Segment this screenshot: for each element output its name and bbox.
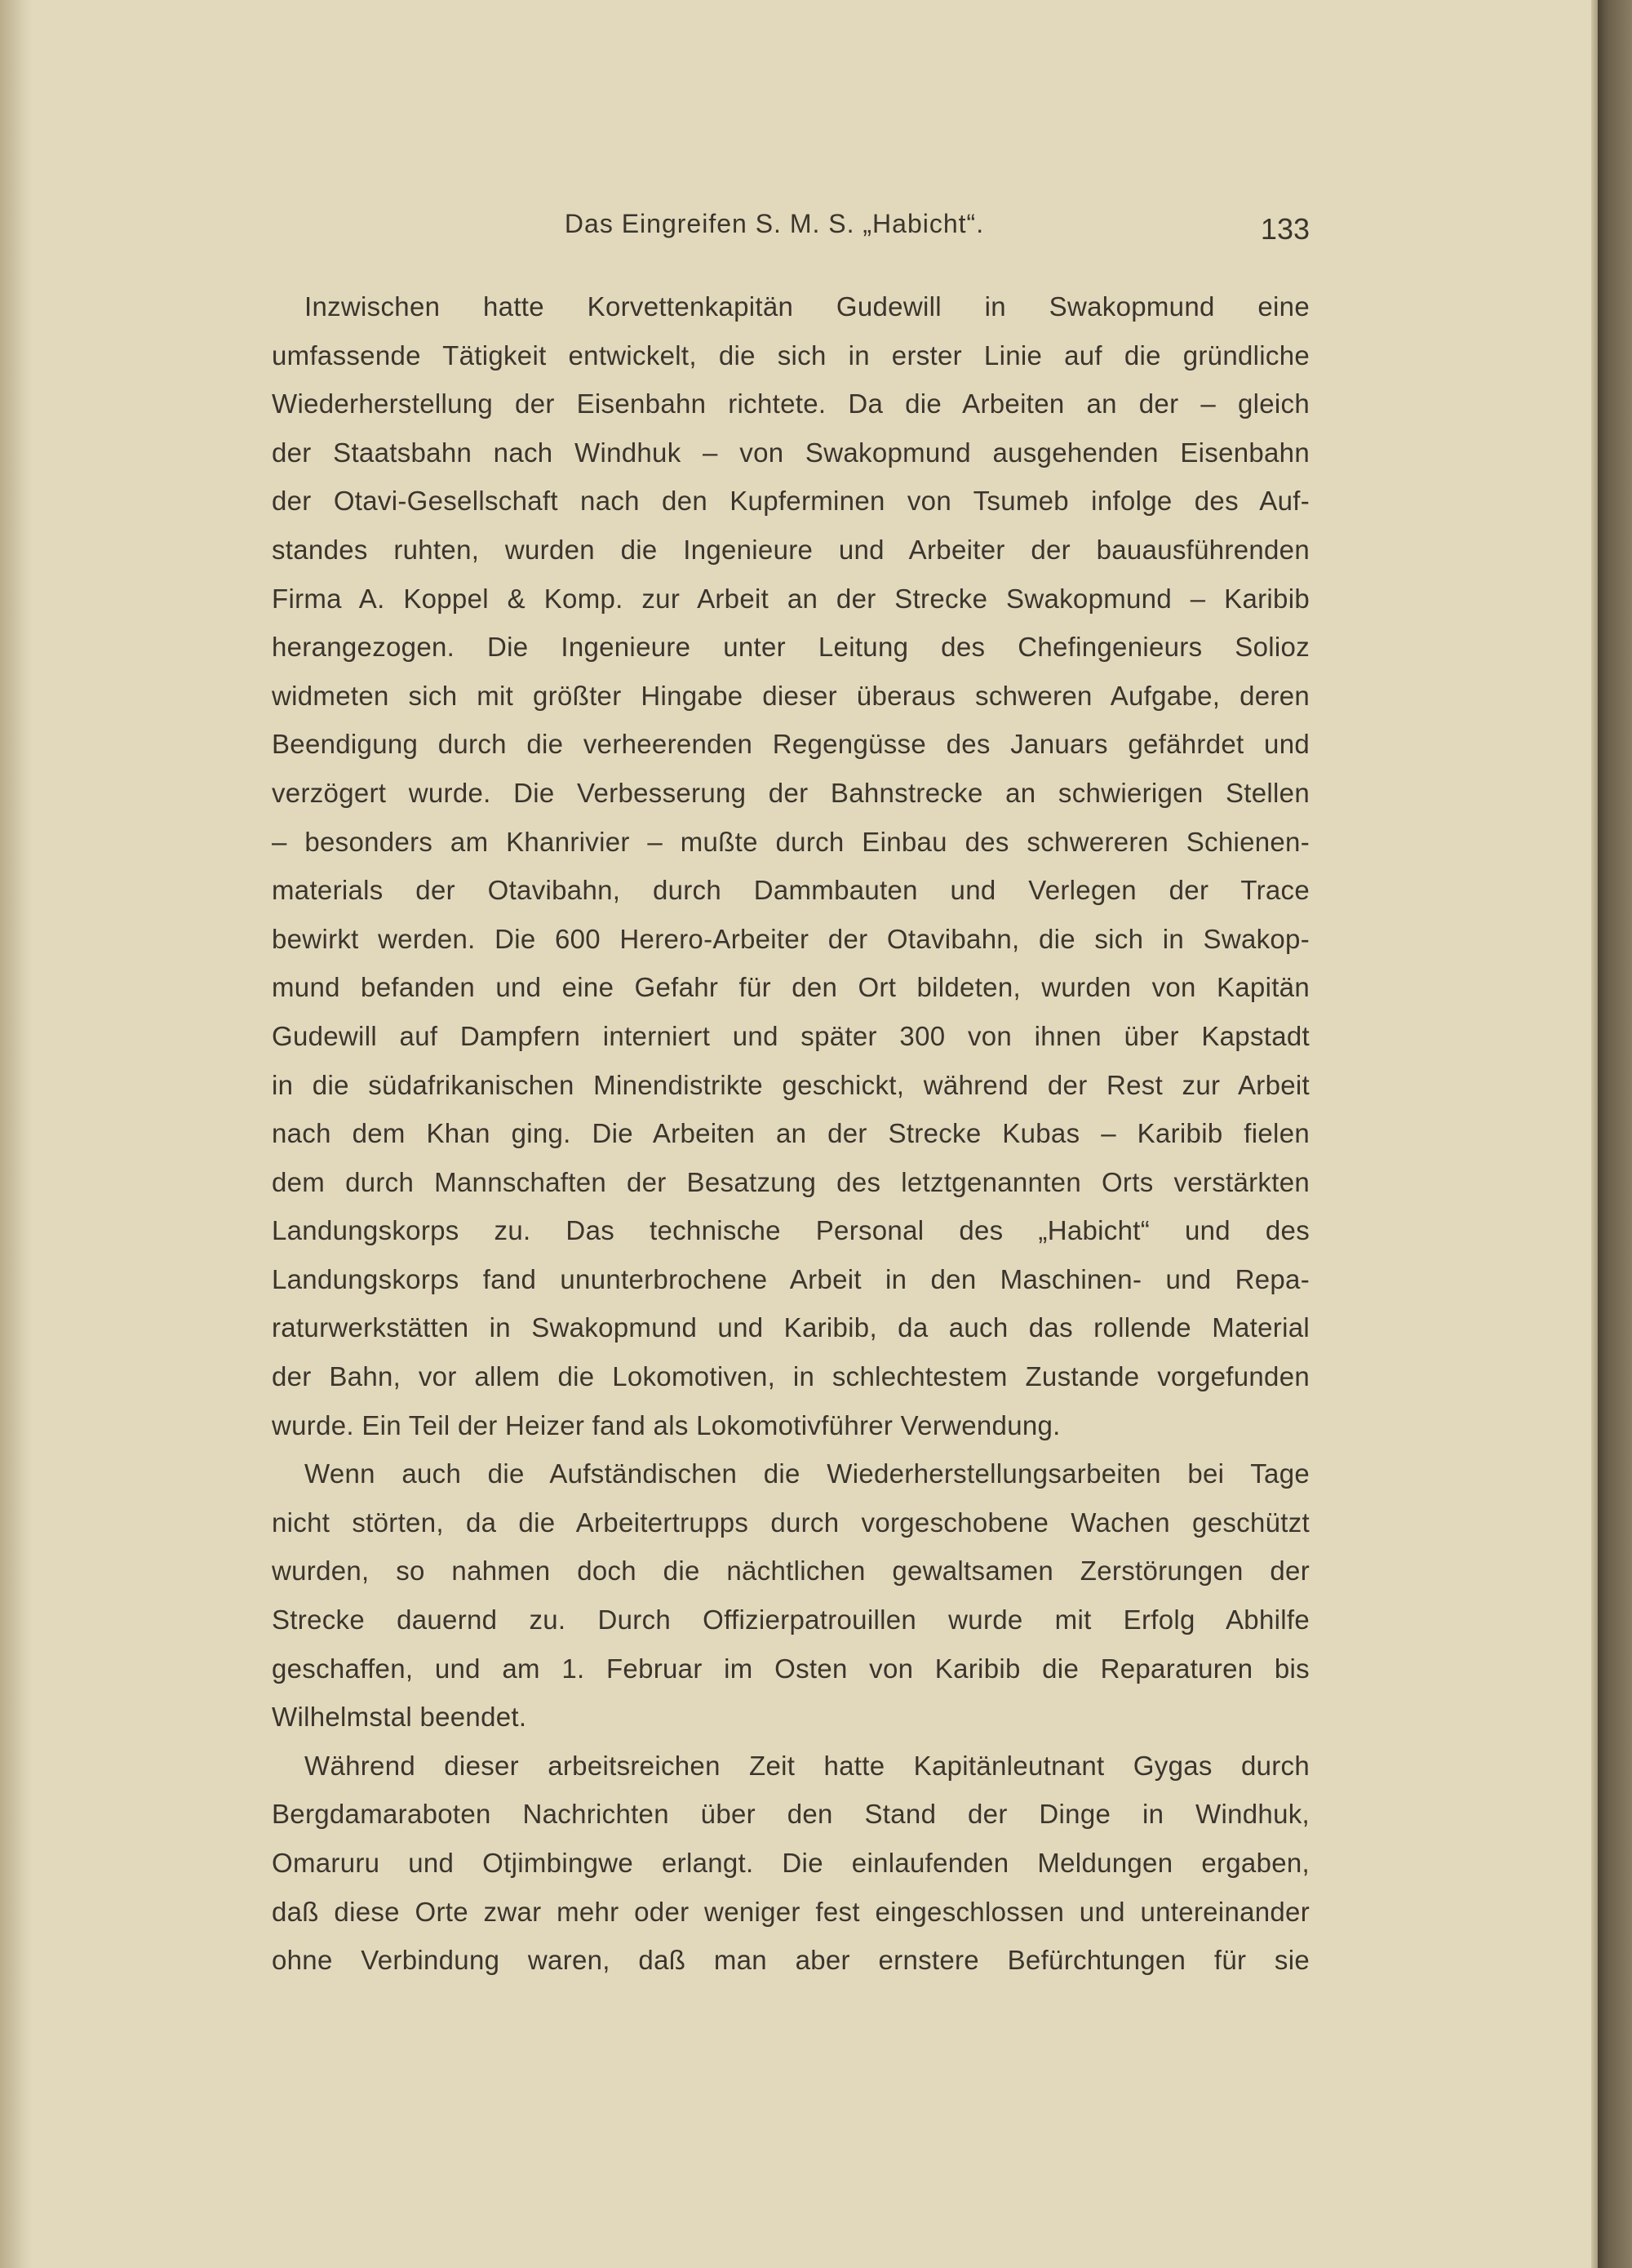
text-line: widmeten sich mit größter Hingabe dieser überaus schweren Aufgabe, deren: [272, 680, 1310, 711]
text-line: wurde. Ein Teil der Heizer fand als Lokomotivführer Verwendung.: [272, 1409, 1061, 1440]
text-line: mund befanden und eine Gefahr für den Ort bildeten, wurden von Kapitän: [272, 972, 1310, 1003]
text-line: bewirkt werden. Die 600 Herero-Arbeiter der Otavibahn, die sich in Swakop-: [272, 923, 1310, 954]
paragraph: [272, 1742, 1310, 1985]
text-line: herangezogen. Die Ingenieure unter Leitung des Chefingenieurs Solioz: [272, 632, 1310, 663]
book-cover-edge: [1598, 0, 1632, 2268]
text-line: Wilhelmstal beendet.: [272, 1702, 527, 1733]
text-line: Landungskorps fand ununterbrochene Arbeit in den Maschinen- und Repa-: [272, 1263, 1310, 1294]
text-line: Wiederherstellung der Eisenbahn richtete. Da die Arbeiten an der – gleich: [272, 388, 1310, 419]
paragraph: [272, 282, 1310, 1449]
text-line: wurden, so nahmen doch die nächtlichen gewaltsamen Zerstörungen der: [272, 1556, 1310, 1587]
text-line: Während dieser arbeitsreichen Zeit hatte Kapitänleutnant Gygas durch: [304, 1750, 1310, 1781]
text-line: geschaffen, und am 1. Februar im Osten von Karibib die Reparaturen bis: [272, 1653, 1310, 1684]
paragraph: [272, 1449, 1310, 1742]
text-line: Inzwischen hatte Korvettenkapitän Gudewill in Swakopmund eine: [304, 291, 1310, 322]
text-line: Omaruru und Otjimbingwe erlangt. Die einlaufenden Meldungen ergaben,: [272, 1848, 1310, 1878]
body-text: [272, 282, 1310, 1985]
text-line: Gudewill auf Dampfern interniert und später 300 von ihnen über Kapstadt: [272, 1020, 1310, 1051]
text-line: der Bahn, vor allem die Lokomotiven, in schlechtestem Zustande vorgefunden: [272, 1361, 1310, 1392]
text-line: verzögert wurde. Die Verbesserung der Bahnstrecke an schwierigen Stellen: [272, 777, 1310, 808]
text-line: daß diese Orte zwar mehr oder weniger fest eingeschlossen und untereinander: [272, 1896, 1310, 1927]
text-line: standes ruhten, wurden die Ingenieure und Arbeiter der bauausführenden: [272, 534, 1310, 565]
text-line: raturwerkstätten in Swakopmund und Karibib, da auch das rollende Material: [272, 1312, 1310, 1343]
running-title: Das Eingreifen S. M. S. „Habicht“.: [564, 209, 985, 238]
text-line: Strecke dauernd zu. Durch Offizierpatrouillen wurde mit Erfolg Abhilfe: [272, 1604, 1310, 1636]
text-line: umfassende Tätigkeit entwickelt, die sich in erster Linie auf die gründliche: [272, 340, 1310, 371]
book-gutter: [0, 0, 33, 2268]
text-line: – besonders am Khanrivier – mußte durch Einbau des schwereren Schienen-: [272, 826, 1310, 857]
text-line: ohne Verbindung waren, daß man aber ernstere Befürchtungen für sie: [272, 1945, 1310, 1976]
running-header: [272, 206, 1310, 246]
text-line: dem durch Mannschaften der Besatzung des letztgenannten Orts verstärkten: [272, 1166, 1310, 1197]
text-line: Bergdamaraboten Nachrichten über den Stand der Dinge in Windhuk,: [272, 1799, 1310, 1830]
text-line: nicht störten, da die Arbeitertrupps durch vorgeschobene Wachen geschützt: [272, 1507, 1310, 1538]
text-line: Beendigung durch die verheerenden Regengüsse des Januars gefährdet und: [272, 729, 1310, 760]
text-line: der Staatsbahn nach Windhuk – von Swakopmund ausgehenden Eisenbahn: [272, 437, 1310, 468]
text-line: Landungskorps zu. Das technische Personal des „Habicht“ und des: [272, 1215, 1310, 1246]
text-line: Firma A. Koppel & Komp. zur Arbeit an der Strecke Swakopmund – Karibib: [272, 583, 1310, 614]
text-line: in die südafrikanischen Minendistrikte geschickt, während der Rest zur Arbeit: [272, 1069, 1310, 1100]
page-number: 133: [1260, 212, 1310, 246]
text-line: materials der Otavibahn, durch Dammbauten und Verlegen der Trace: [272, 875, 1310, 906]
page-edge: [1591, 0, 1598, 2268]
text-line: nach dem Khan ging. Die Arbeiten an der Strecke Kubas – Karibib fielen: [272, 1118, 1310, 1149]
text-line: der Otavi-Gesellschaft nach den Kupferminen von Tsumeb infolge des Auf-: [272, 486, 1310, 517]
text-line: Wenn auch die Aufständischen die Wiederherstellungsarbeiten bei Tage: [304, 1458, 1310, 1489]
